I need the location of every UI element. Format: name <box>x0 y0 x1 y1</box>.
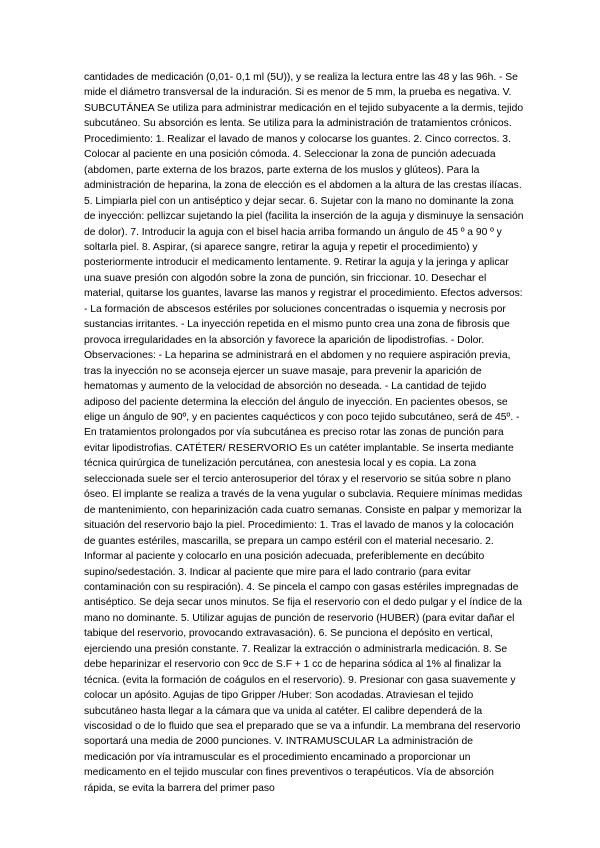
body-paragraph: cantidades de medicación (0,01- 0,1 ml (5U)), y se realiza la lectura entre las 48 y las 96h. - Se mide el diámetro transversal de la induración. Si es menor de 5 mm, la prueba es negativa. V. SUBCUTÁNEA Se utiliza para administrar medicación en el tejido subyacente a la dermis, tejido subcutáneo. Su absorción es lenta. Se utiliza para la administración de tratamientos crónicos. Procedimiento: 1. Realizar el lavado de manos y colocarse los guantes. 2. Cinco correctos. 3. Colocar al paciente en una posición cómoda. 4. Seleccionar la zona de punción adecuada (abdomen, parte externa de los brazos, parte externa de los muslos y glúteos). Para la administración de heparina, la zona de elección es el abdomen a la altura de las crestas ilíacas. 5. Limpiarla piel con un antiséptico y dejar secar. 6. Sujetar con la mano no dominante la zona de inyección: pellizcar sujetando la piel (facilita la inserción de la aguja y disminuye la sensación de dolor). 7. Introducir la aguja con el bisel hacia arriba formando un ángulo de 45 º a 90 º y soltarla piel. 8. Aspirar, (si aparece sangre, retirar la aguja y repetir el procedimiento) y posteriormente introducir el medicamento lentamente. 9. Retirar la aguja y la jeringa y aplicar una suave presión con algodón sobre la zona de punción, sin friccionar. 10. Desechar el material, quitarse los guantes, lavarse las manos y registrar el procedimiento. Efectos adversos: - La formación de abscesos estériles por soluciones concentradas o isquemia y necrosis por sustancias irritantes. - La inyección repetida en el mismo punto crea una zona de fibrosis que provoca irregularidades en la absorción y favorece la aparición de lipodistrofias. - Dolor. Observaciones: - La heparina se administrará en el abdomen y no requiere aspiración previa, tras la inyección no se aconseja ejercer un suave masaje, para prevenir la aparición de hematomas y aumento de la velocidad de absorción no deseada. - La cantidad de tejido adiposo del paciente determina la elección del ángulo de inyección. En pacientes obesos, se elige un ángulo de 90º, y en pacientes caquécticos y con poco tejido subcutáneo, será de 45º. - En tratamientos prolongados por vía subcutánea es preciso rotar las zonas de punción para evitar lipodistrofias. CATÉTER/ RESERVORIO Es un catéter implantable. Se inserta mediante técnica quirúrgica de tunelización percutánea, con anestesia local y es copia. La zona seleccionada suele ser el tercio anterosuperior del tórax y el reservorio se sitúa sobre n plano óseo. El implante se realiza a través de la vena yugular o subclavia. Requiere mínimas medidas de mantenimiento, con heparinización cada cuatro semanas. Consiste en palpar y memorizar la situación del reservorio bajo la piel. Procedimiento: 1. Tras el lavado de manos y la colocación de guantes estériles, mascarilla, se prepara un campo estéril con el material necesario. 2. Informar al paciente y colocarlo en una posición adecuada, preferiblemente en decúbito supino/sedestación. 3. Indicar al paciente que mire para el lado contrario (para evitar contaminación con su respiración). 4. Se pincela el campo con gasas estériles impregnadas de antiséptico. Se deja secar unos minutos. Se fija el reservorio con el dedo pulgar y el índice de la mano no dominante. 5. Utilizar agujas de punción de reservorio (HUBER) (para evitar dañar el tabique del reservorio, provocando extravasación). 6. Se punciona el depósito en vertical, ejerciendo una presión constante. 7. Realizar la extracción o administrarla medicación. 8. Se debe heparinizar el reservorio con 9cc de S.F + 1 cc de heparina sódica al 1% al finalizar la técnica. (evita la formación de coágulos en el reservorio). 9. Presionar con gasa suavemente y colocar un apósito. Agujas de tipo Gripper /Huber: Son acodadas. Atraviesan el tejido subcutáneo hasta llegar a la cámara que va unida al catéter. El calibre dependerá de la viscosidad o de lo fluido que sea el preparado que se va a infundir. La membrana del reservorio soportará una media de 2000 punciones. V. INTRAMUSCULAR La administración de medicación por vía intramuscular es el procedimiento encaminado a proporcionar un medicamento en el tejido muscular con fines preventivos o terapéuticos. Vía de absorción rápida, se evita la barrera del primer paso <box>84 72 524 794</box>
